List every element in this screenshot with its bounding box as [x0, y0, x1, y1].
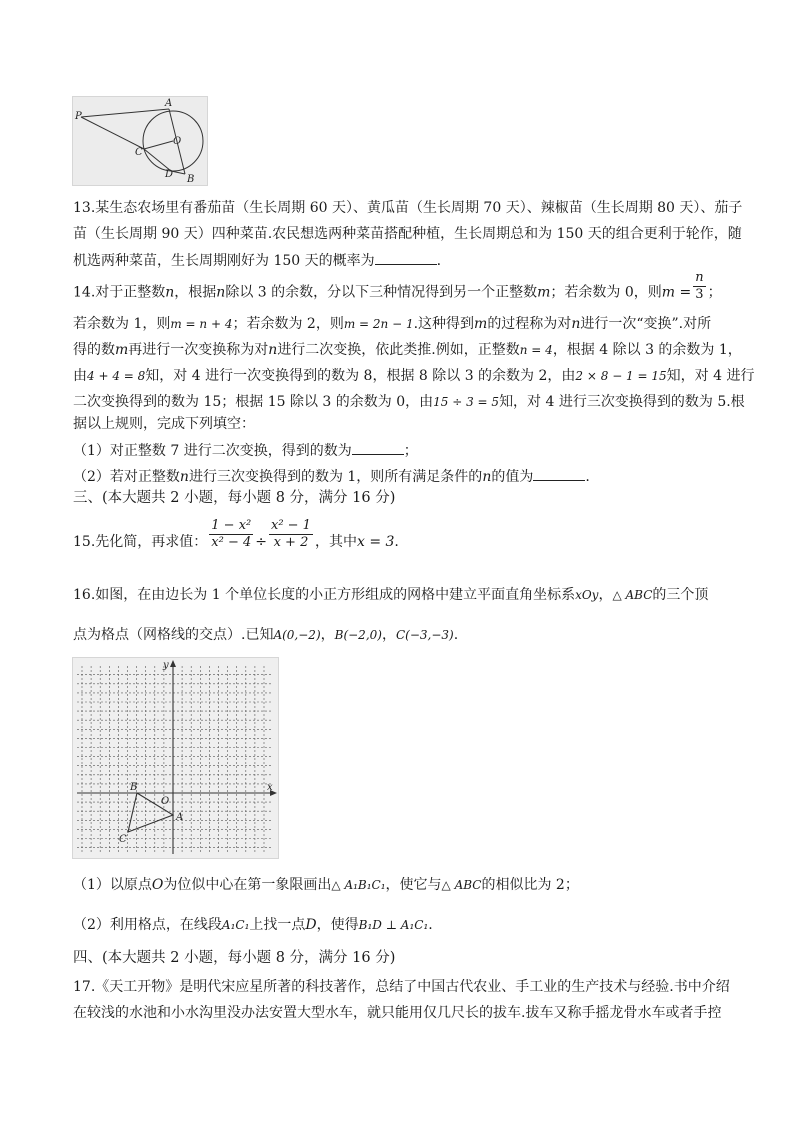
q13-line-1: 13.某生态农场里有番茄苗（生长周期 60 天）、黄瓜苗（生长周期 70 天）、辣椒苗（生长周期 80 天）、茄子	[73, 200, 743, 216]
q17-line-2: 在较浅的水池和小水沟里没办法安置大型水车，就只能用仅几尺长的拔车.拔车又称手摇龙骨水车或者手控	[73, 1005, 722, 1021]
q16-part-1: （1）以原点O为位似中心在第一象限画出△ A₁B₁C₁，使它与△ ABC的相似比为 2；	[73, 877, 579, 893]
label-A: A	[165, 98, 173, 109]
circle-figure	[72, 96, 208, 186]
q14-line-1: 14.对于正整数n，根据n除以 3 的余数，分以下三种情况得到另一个正整数m；若余数为 0，则m = $\frac{n}{3}$ ；	[73, 270, 722, 302]
q14-line-3: 得的数m再进行一次变换称为对n进行二次变换，依此类推.例如，正整数n = 4，根据 4 除以 3 的余数为 1，	[73, 342, 742, 358]
q14-part-1: （1）对正整数 7 进行二次变换，得到的数为 ；	[73, 440, 418, 461]
q16-line-1: 16.如图，在由边长为 1 个单位长度的小正方形组成的网格中建立平面直角坐标系xOy，△ ABC的三个顶	[73, 587, 709, 603]
q14-line-5: 二次变换得到的数为 15；根据 15 除以 3 的余数为 0，由15 ÷ 3 = 5知，对 4 进行三次变换得到的数为 5.根	[73, 394, 745, 410]
y-axis-label: y	[163, 660, 169, 671]
x-axis-label: x	[267, 782, 273, 793]
label-B: B	[187, 174, 195, 185]
origin-label: O	[161, 796, 170, 807]
label-D: D	[165, 169, 174, 180]
section-3-heading: 三、(本大题共 2 小题，每小题 8 分，满分 16 分)	[73, 490, 396, 506]
q16-line-2: 点为格点（网格线的交点）.已知A(0,−2)，B(−2,0)，C(−3,−3).	[73, 627, 459, 643]
q13-line-2: 苗（生长周期 90 天）四种菜苗.农民想选两种菜苗搭配种植，生长周期总和为 150 天的组合更利于轮作，随	[73, 226, 742, 242]
point-A-label: A	[176, 812, 184, 823]
coordinate-grid	[73, 658, 278, 858]
grid-lines	[77, 666, 271, 854]
q14-line-2: 若余数为 1，则m = n + 4；若余数为 2，则m = 2n − 1.这种得到m的过程称为对n进行一次“变换”.对所	[73, 316, 712, 332]
point-C-label: C	[119, 834, 127, 845]
q14-part-2: （2）若对正整数n进行三次变换得到的数为 1，则所有满足条件的n的值为 .	[73, 466, 590, 487]
q16-part-2: （2）利用格点，在线段A₁C₁上找一点D，使得B₁D ⊥ A₁C₁.	[73, 917, 433, 933]
fraction-2: $\frac{\text{x² − 1}}{x + 2}$	[270, 517, 311, 550]
coordinate-grid-figure	[72, 657, 279, 859]
section-4-heading: 四、(本大题共 2 小题，每小题 8 分，满分 16 分)	[73, 950, 396, 966]
fraction-n-over-3: $\frac{n}{3}$	[695, 270, 704, 302]
q14-line-6: 据以上规则，完成下列填空：	[73, 416, 255, 432]
fraction-1: $\frac{\text{1 − x²}}{\text{x² − 4}}$	[211, 517, 252, 550]
q15-line: 15.先化简，再求值： $\frac{\text{1 − x²}}{\text{x² − 4}}$ ÷ $\frac{\text{x² − 1}}{x + 2}$ ，其中x = 3.	[73, 517, 399, 550]
q14-line-4: 由4 + 4 = 8知，对 4 进行一次变换得到的数为 8，根据 8 除以 3 的余数为 2，由2 × 8 − 1 = 15知，对 4 进行	[73, 368, 755, 384]
label-P: P	[75, 111, 82, 122]
label-C: C	[135, 147, 143, 158]
answer-blank[interactable]	[375, 250, 437, 265]
point-B-label: B	[130, 782, 138, 793]
q17-line-1: 17.《天工开物》是明代宋应星所著的科技著作，总结了中国古代农业、手工业的生产技术与经验.书中介绍	[73, 979, 730, 995]
circle-figure-drawing	[73, 97, 207, 185]
answer-blank[interactable]	[352, 440, 404, 455]
answer-blank[interactable]	[533, 466, 585, 481]
y-axis-arrow	[170, 660, 176, 667]
label-O: O	[173, 136, 182, 147]
q13-line-3: 机选两种菜苗，生长周期刚好为 150 天的概率为 .	[73, 250, 441, 271]
